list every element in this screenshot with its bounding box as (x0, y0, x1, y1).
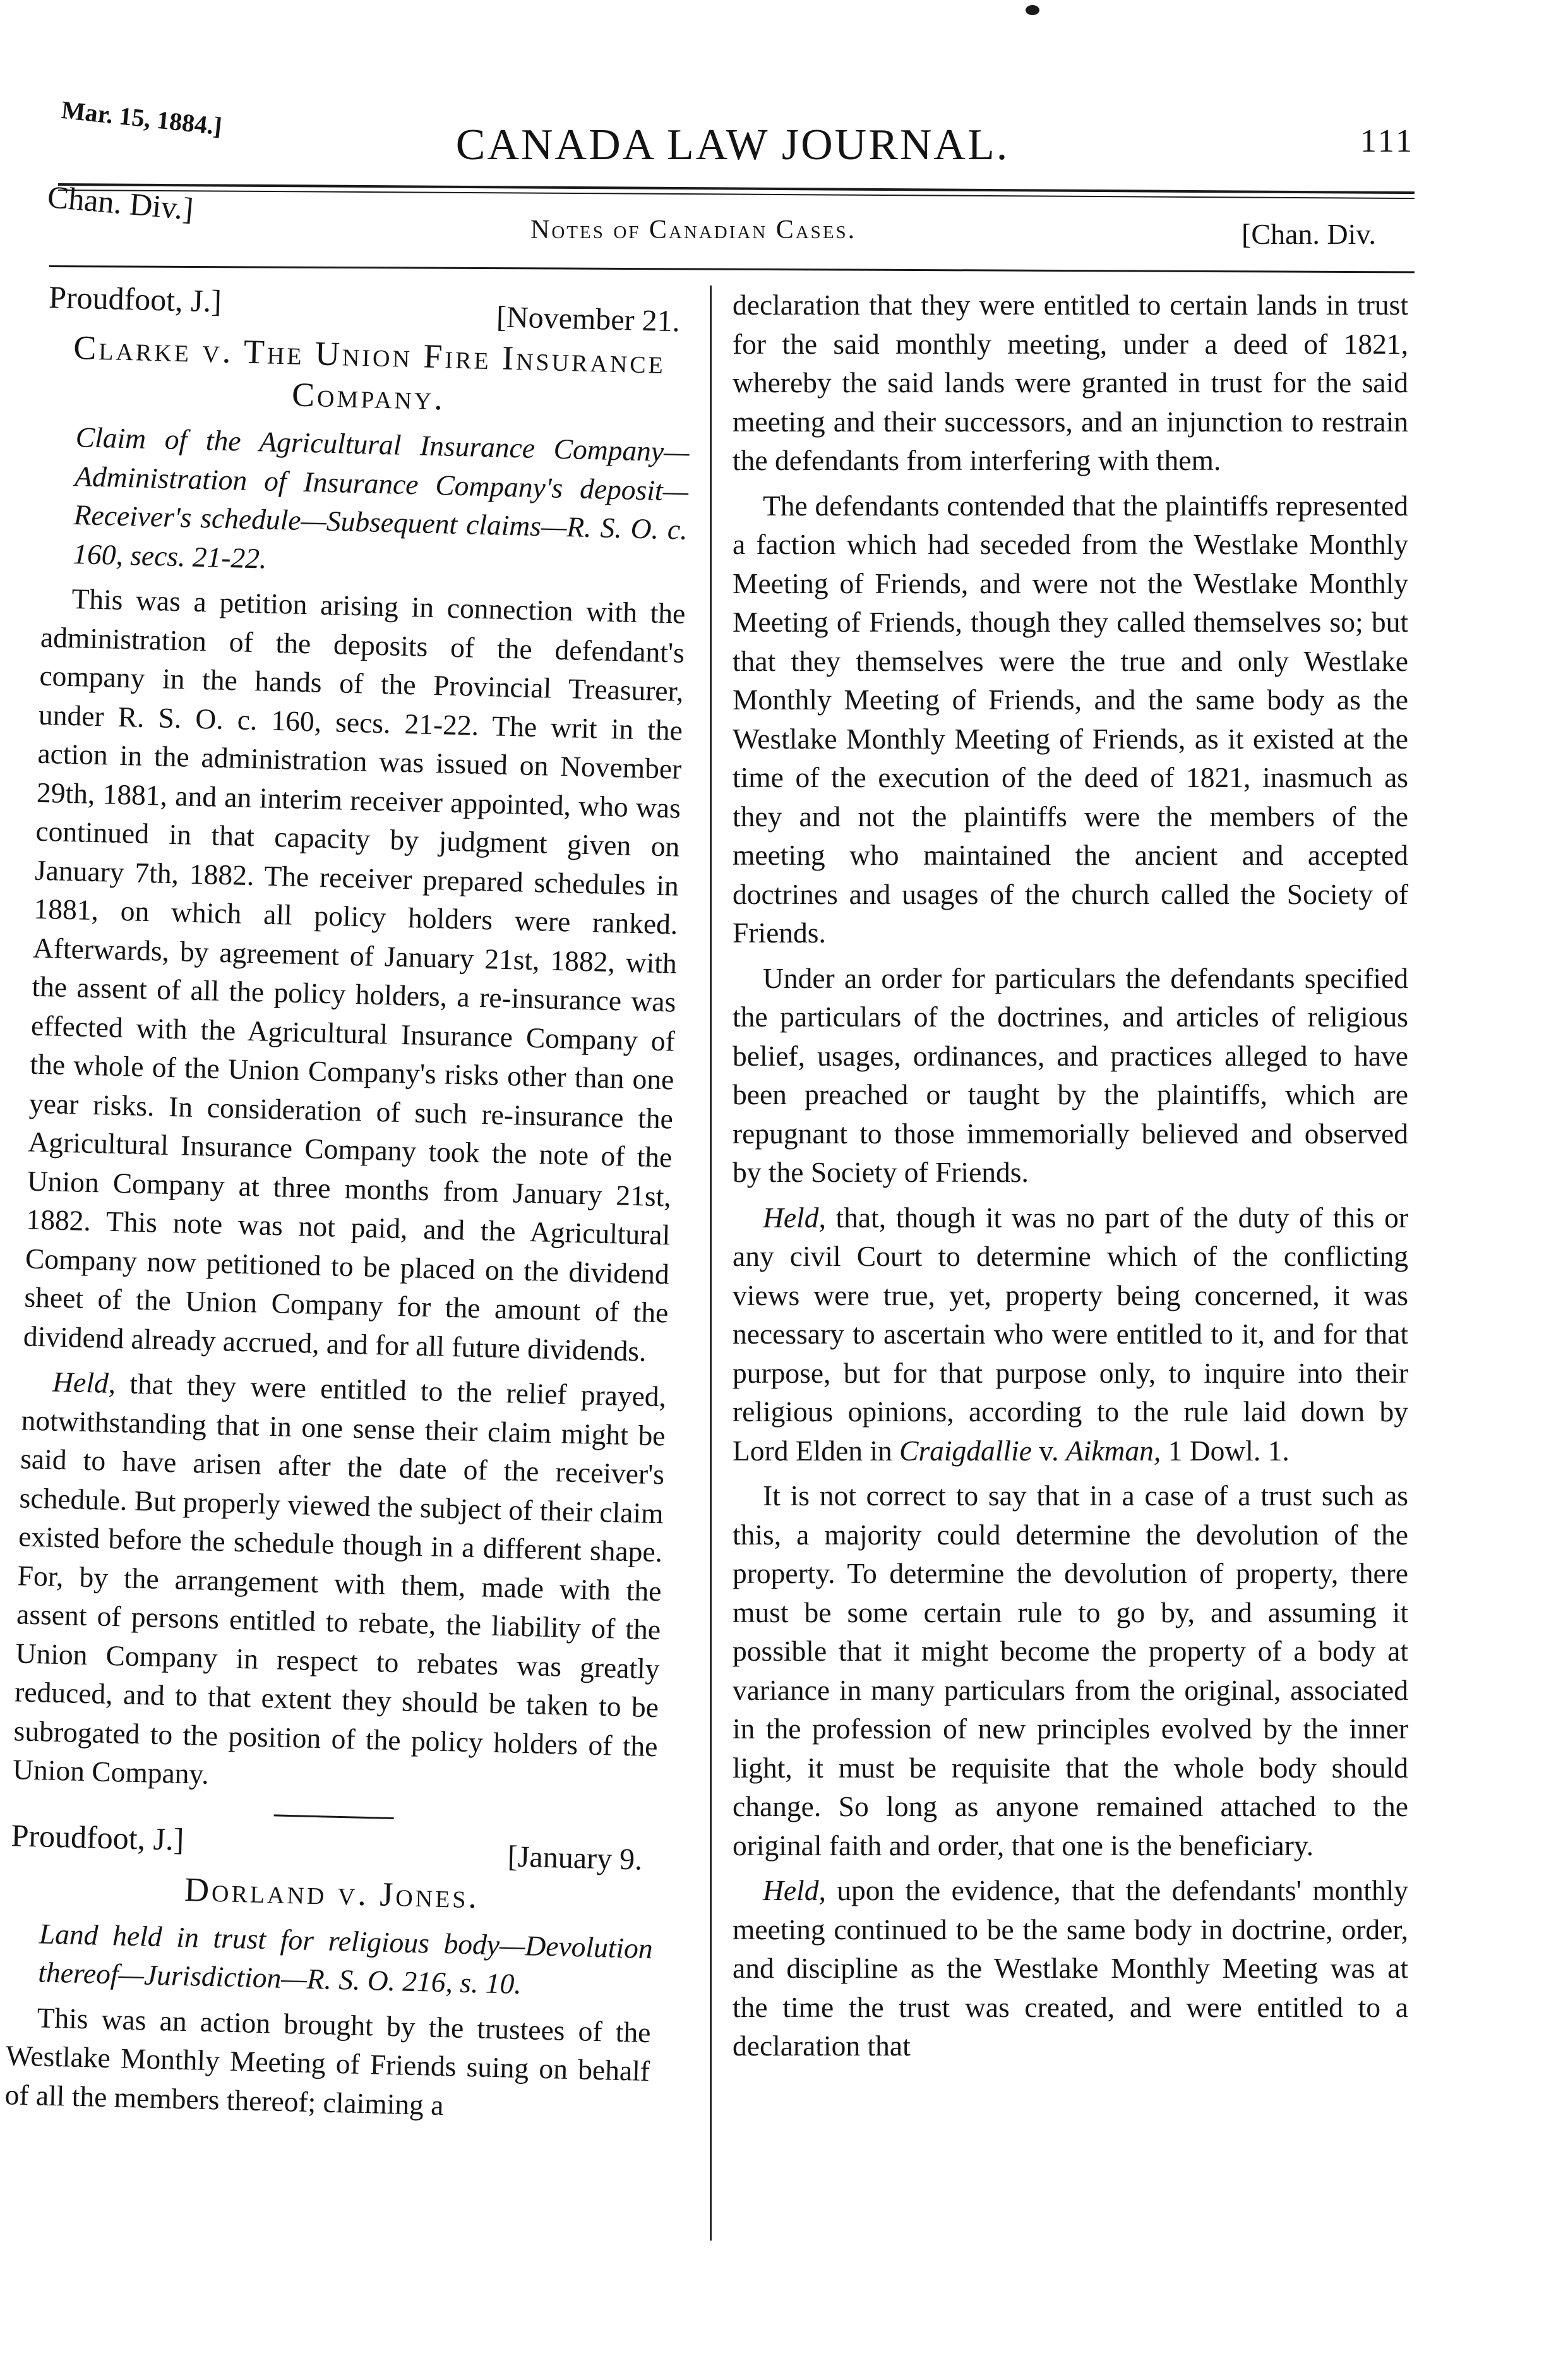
case2-paragraph-5: It is not correct to say that in a case of a trust such as this, a majority could determine the devolution of the property. To determine the devolution of property, there must be some certain rule to go by, and assuming it possible that it might become the property of a body at variance in many particulars from the original, associated in the profession of new principles evolved by the inner light, it must be requisite that the whole body should change. So long as anyone remained attached to the original faith and order, that one is the beneficiary. (733, 1479, 1408, 1862)
right-column (733, 286, 1408, 2066)
running-head (51, 95, 1415, 190)
case1-title (46, 326, 692, 425)
issue-date: Mar. 15, 1884.] (60, 95, 224, 141)
case2-paragraph-3: Under an order for particulars the defendants specified the particulars of the doctrines, and articles of religious belief, usages, ordinances, and practices alleged to have been preached or taught by the plaintiffs, which are repugnant to those immemorially believed and observed by the Society of Friends. (733, 961, 1408, 1188)
case2-title: Dorland v. Jones. (184, 1870, 480, 1915)
case-separator-rule (274, 1814, 394, 1819)
column-divider (710, 286, 712, 2241)
section-heading: Notes of Canadian Cases. (530, 215, 857, 244)
case1-held-text: that they were entitled to the relief prayed, notwithstanding that in one sense their claim might be said to have arisen after the date of the receiver's schedule. But properly viewed the subject of their claim existed before the schedule though in a different shape. For, by the arrangement with them, made with the assent of persons entitled to rebate, the liability of the Union Company in respect to rebates was greatly reduced, and to that extent they should be taken to be subrogated to the position of the policy holders of the Union Company. (12, 1367, 667, 1790)
page-number: 111 (1360, 123, 1415, 159)
case2-paragraph-1-continued: declaration that they were entitled to certain lands in trust for the said monthly meeting, under a deed of 1821, whereby the said lands were granted in trust for the said meeting and their successors, and an injunction to restrain the defendants from interfering with them. (733, 289, 1408, 476)
left-column (4, 278, 693, 2129)
case2-paragraph-2: The defendants contended that the plaintiffs represented a faction which had seceded from the Westlake Monthly Meeting of Friends, and were not the Westlake Monthly Meeting of Friends, though they called themselves so; but that they themselves were the true and only Westlake Monthly Meeting of Friends, and the same body as the Westlake Monthly Meeting of Friends, as it existed at the time of the execution of the deed of 1821, inasmuch as they and not the plaintiffs were the members of the meeting who maintained the ancient and accepted doctrines and usages of the church called the Society of Friends. (733, 489, 1408, 949)
case2-citation-party-1: Craigdallie (899, 1434, 1032, 1467)
case1-paragraph-2 (13, 1361, 667, 1804)
case1-judge: Proudfoot, J.] (48, 279, 222, 319)
ink-dot (1026, 5, 1039, 15)
case2-citation-party-2: Aikman, (1065, 1434, 1161, 1467)
case2-citation-report: 1 Dowl. 1. (1161, 1434, 1290, 1467)
case2-held-text-1: that, though it was no part of the duty of this or any civil Court to determine which of the conflicting views were true, yet, property being concerned, it was necessary to ascertain who were entitled to it, and for that purpose, but for that purpose only, to inquire into their religious opinions, according to the rule laid down by Lord Elden in (733, 1201, 1408, 1467)
case2-date: [January 9. (507, 1839, 643, 1877)
journal-title: CANADA LAW JOURNAL. (455, 121, 1010, 169)
case2-judge: Proudfoot, J.] (11, 1817, 184, 1857)
case1-date: [November 21. (496, 300, 681, 339)
case2-paragraph-6 (733, 1871, 1408, 2066)
case2-held-word-1: Held, (763, 1201, 826, 1234)
case2-held-text-2: upon the evidence, that the defendants' monthly meeting continued to be the same body in doctrine, order, and discipline as the Westlake Monthly Meeting was at the time the trust was created, and were entitled to a declaration that (733, 1874, 1408, 2062)
case2-paragraph-4 (733, 1198, 1408, 1471)
case1-paragraph-1: This was a petition arising in connection with the administration of the deposits of the defendant's company in the hands of the Provincial Treasurer, under R. S. O. c. 160, secs. 21-22. The writ in the action in the administration was issued on November 29th, 1881, and an interim receiver appointed, who was continued in that capacity by judgment given on January 7th, 1882. The receiver prepared schedules in 1881, on which all policy holders were ranked. Afterwards, by agreement of January 21st, 1882, with the assent of all the policy holders, a re-insurance was effected with the Agricultural Insurance Company of the whole of the Union Company's risks other than one year risks. In consideration of such re-insurance the Agricultural Insurance Company took the note of the Union Company at three months from January 21st, 1882. This note was not paid, and the Agricultural Company now petitioned to be placed on the dividend sheet of the Union Company for the amount of the dividend already accrued, and for all future dividends. (23, 582, 686, 1368)
case2-paragraph-1-start: This was an action brought by the trustees of the Westlake Monthly Meeting of Friends suing on behalf of all the members thereof; claiming a (4, 2001, 652, 2121)
case1-held-word: Held, (52, 1365, 116, 1400)
case2-held-word-2: Held, (763, 1874, 826, 1906)
case1-title-line2: Company. (291, 375, 446, 418)
case2-headnote: Land held in trust for religious body—Devolution thereof—Jurisdiction—R. S. O. 216, s. 10. (37, 1917, 654, 2001)
case1-headnote: Claim of the Agricultural Insurance Company—Administration of Insurance Company's deposit—Receiver's schedule—Subsequent claims—R. S. O. c. 160, secs. 21-22. (72, 421, 690, 575)
case2-citation-versus: v. (1031, 1434, 1066, 1467)
division-label-right: [Chan. Div. (1242, 218, 1376, 250)
case1-title-line1: Clarke v. The Union Fire Insurance (73, 328, 666, 381)
division-label-left: Chan. Div.] (46, 178, 195, 227)
subhead-rule (49, 265, 1415, 273)
